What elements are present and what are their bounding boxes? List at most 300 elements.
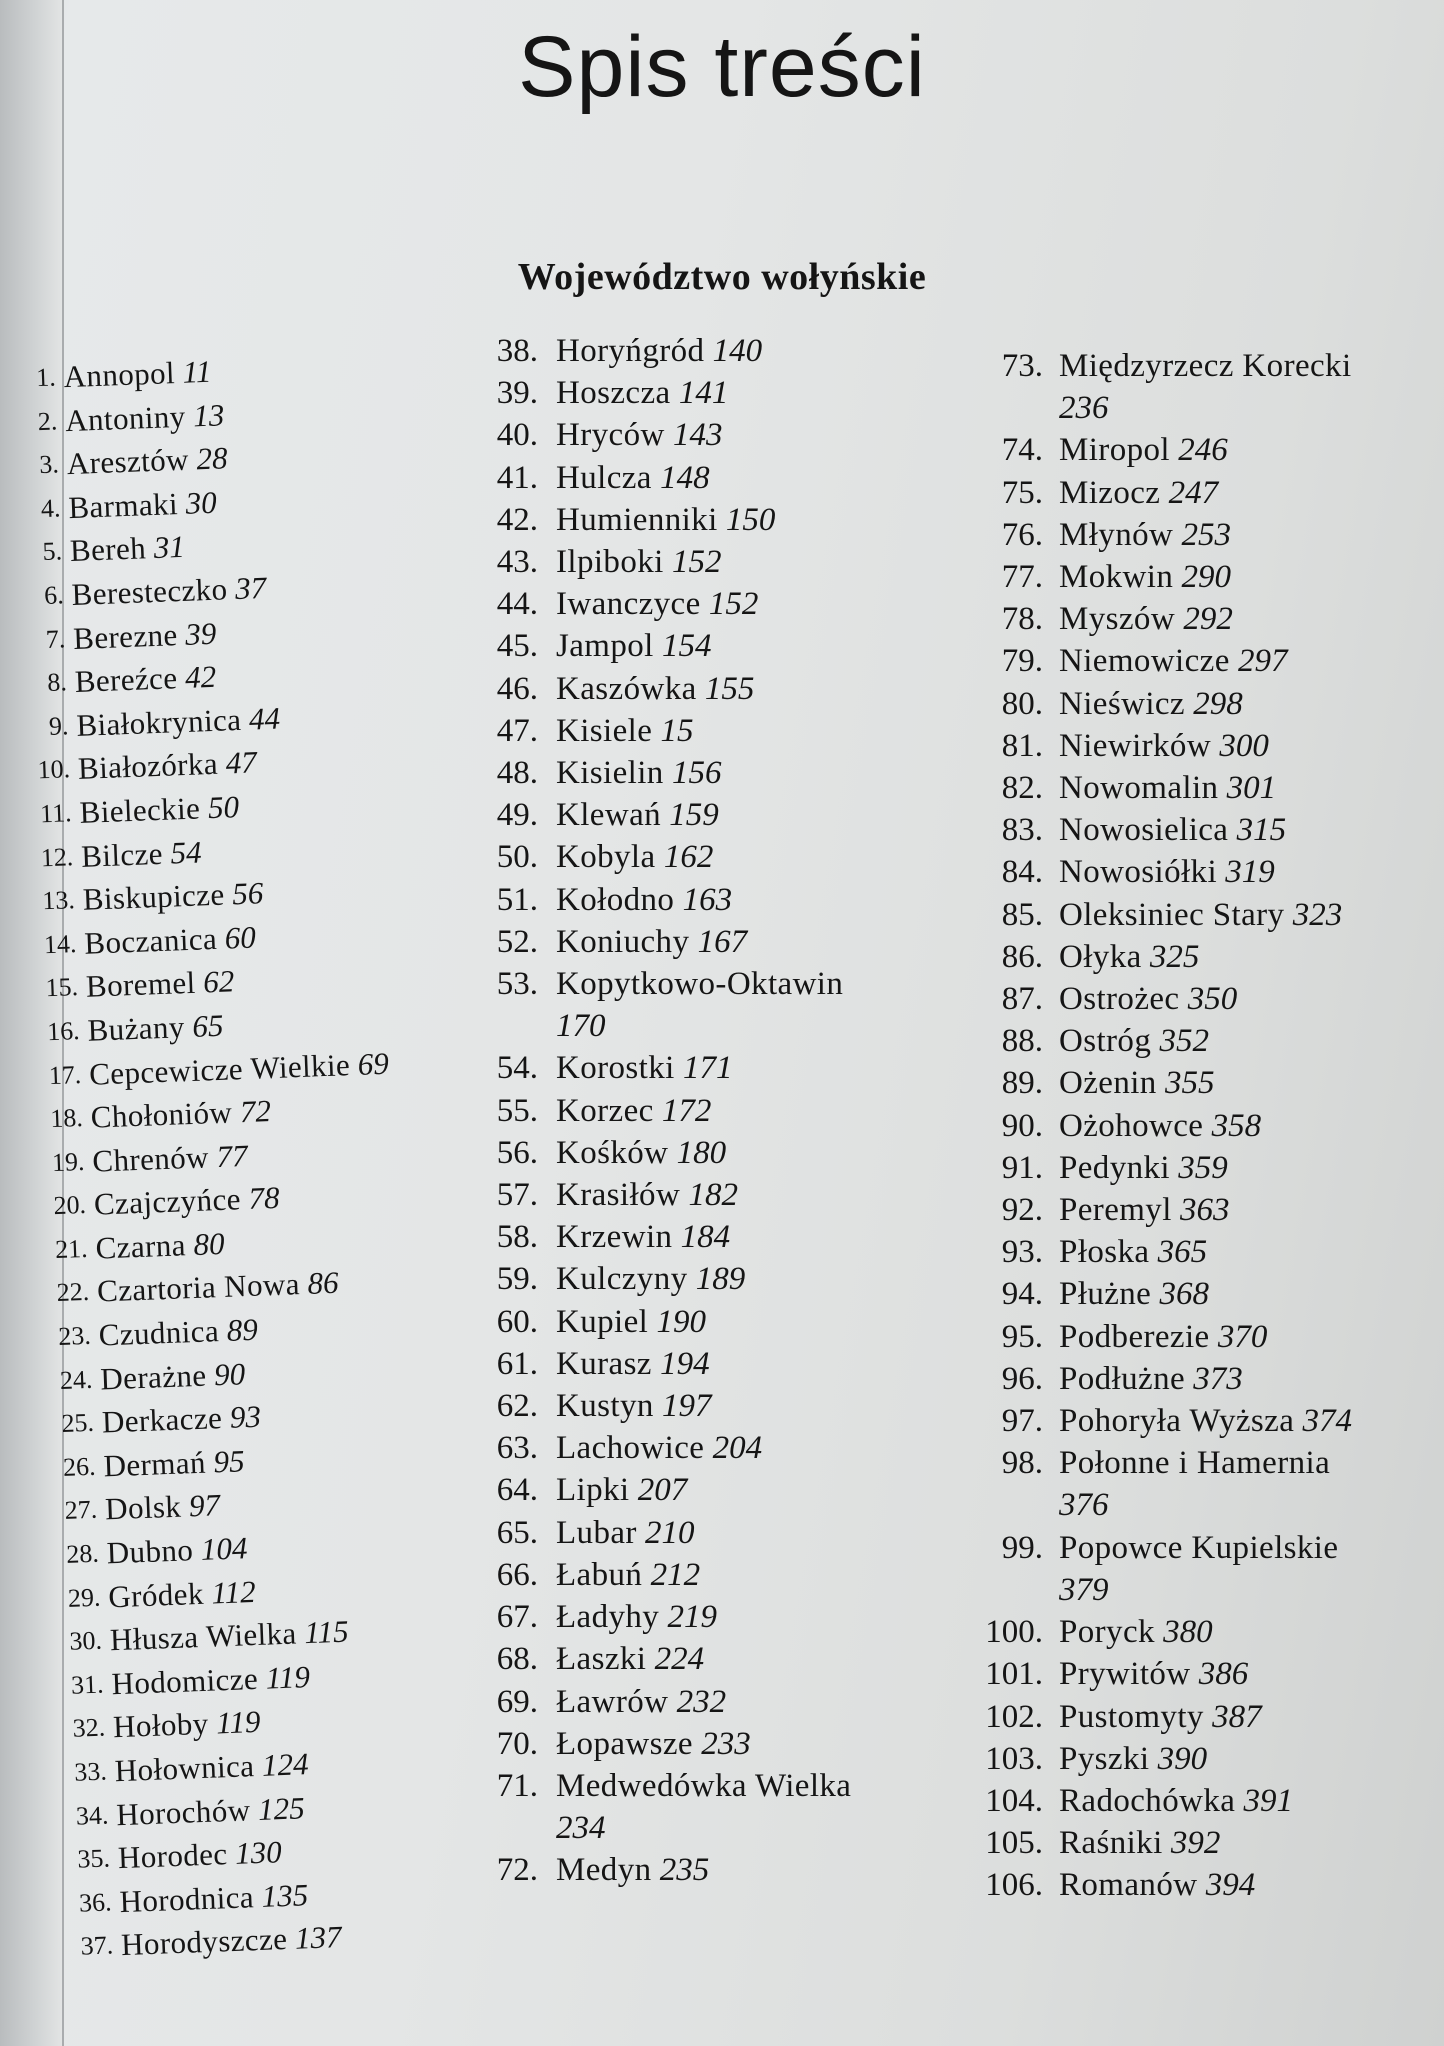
entry-text [1059, 1020, 1209, 1062]
entry-number: 54. [496, 1050, 538, 1087]
entry-text [556, 1681, 726, 1723]
entry-place-name: Chrenów [91, 1139, 210, 1179]
entry-number: 16. [46, 1015, 81, 1047]
entry-place-name: Prywitów [1059, 1656, 1191, 1693]
entry-page-number: 90 [213, 1355, 246, 1392]
entry-place-name: Cepcewicze Wielkie [88, 1046, 351, 1092]
entry-number: 61. [496, 1345, 538, 1382]
entry-text [1059, 1062, 1214, 1104]
entry-number: 34. [75, 1800, 109, 1831]
entry-text [93, 1176, 280, 1226]
entry-number: 65. [496, 1514, 538, 1551]
toc-entry [480, 1385, 950, 1427]
toc-entry [968, 978, 1368, 1020]
entry-text [556, 1469, 687, 1511]
entry-number: 77. [1001, 559, 1043, 596]
entry-text [556, 752, 721, 794]
toc-entry [480, 583, 950, 625]
entry-place-name: Niemowicze [1059, 643, 1230, 680]
entry-page-number: 140 [712, 333, 763, 369]
entry-number: 80. [1001, 685, 1043, 722]
entry-number: 97. [1001, 1403, 1043, 1440]
entry-text [556, 1174, 738, 1216]
toc-entry [480, 1638, 950, 1680]
entry-place-name: Białokrynica [75, 701, 242, 743]
entry-text [556, 879, 732, 921]
toc-entry [480, 1301, 950, 1343]
entry-place-name: Koniuchy [556, 923, 690, 960]
entry-text [556, 710, 694, 752]
entry-page-number: 124 [261, 1746, 310, 1783]
entry-text [66, 436, 228, 485]
entry-place-name: Horyńgród [556, 333, 705, 369]
entry-place-name: Kośków [556, 1134, 669, 1171]
toc-entry [968, 851, 1368, 893]
entry-page-number: 234 [556, 1810, 606, 1847]
entry-number: 44. [496, 586, 538, 623]
toc-entry [480, 1554, 950, 1596]
entry-number: 41. [496, 459, 538, 496]
entry-text [111, 1655, 311, 1706]
entry-page-number: 56 [231, 875, 264, 912]
entry-number: 40. [496, 417, 538, 454]
entry-place-name: Hryców [556, 417, 665, 454]
entry-page-number: 253 [1181, 516, 1231, 553]
entry-number: 82. [1001, 770, 1043, 807]
entry-number: 24. [59, 1364, 93, 1395]
toc-entry [968, 1105, 1368, 1147]
entry-place-name: Pustomyty [1059, 1698, 1204, 1735]
entry-page-number: 141 [678, 375, 729, 412]
entry-text [63, 350, 212, 399]
entry-text [556, 499, 775, 541]
entry-text [556, 1047, 732, 1089]
entry-number: 72. [496, 1852, 538, 1889]
entry-page-number: 219 [667, 1599, 717, 1636]
entry-place-name: Biskupicze [82, 876, 226, 917]
entry-page-number: 37 [234, 569, 267, 606]
entry-number: 60. [496, 1303, 538, 1340]
entry-place-name: Humienniki [556, 501, 718, 538]
entry-page-number: 236 [1059, 390, 1109, 427]
entry-place-name: Kupiel [556, 1303, 649, 1340]
entry-text [556, 414, 722, 456]
entry-number: 102. [985, 1698, 1043, 1735]
entry-place-name: Dermań [102, 1444, 207, 1484]
entry-page-number: 172 [661, 1092, 712, 1129]
entry-place-name: Nieświcz [1059, 685, 1185, 722]
entry-page-number: 235 [659, 1852, 710, 1889]
entry-place-name: Nowosiółki [1059, 854, 1218, 891]
entry-page-number: 152 [671, 544, 722, 581]
entry-page-number: 204 [712, 1430, 763, 1467]
toc-entry [480, 836, 950, 878]
toc-entry [480, 1596, 950, 1638]
entry-number: 101. [985, 1656, 1043, 1693]
entry-page-number: 182 [688, 1177, 738, 1214]
entry-page-number: 370 [1217, 1318, 1268, 1355]
entry-page-number: 325 [1149, 938, 1200, 975]
entry-text [72, 611, 217, 660]
entry-text [1059, 767, 1276, 809]
entry-text [1059, 514, 1231, 556]
entry-text [1059, 725, 1269, 767]
entry-text [1059, 1822, 1220, 1864]
entry-place-name: Raśniki [1059, 1825, 1163, 1862]
entry-page-number: 207 [637, 1472, 688, 1509]
entry-place-name: Ożenin [1059, 1065, 1157, 1102]
entry-place-name: Ożohowce [1059, 1107, 1204, 1144]
toc-entry [968, 1189, 1368, 1231]
entry-page-number: 156 [671, 755, 722, 792]
entry-number: 3. [38, 449, 60, 480]
entry-number: 76. [1001, 516, 1043, 553]
entry-place-name: Myszów [1059, 601, 1176, 638]
entry-page-number: 190 [656, 1303, 706, 1340]
toc-entry [480, 414, 950, 456]
toc-entry [480, 794, 950, 836]
toc-entry [968, 1653, 1368, 1695]
entry-text [84, 915, 257, 965]
entry-text [1059, 1189, 1230, 1231]
entry-text [556, 921, 747, 963]
entry-text [556, 1343, 710, 1385]
entry-number: 7. [45, 623, 66, 654]
toc-entry [480, 541, 950, 583]
entry-place-name: Gródek [107, 1575, 205, 1614]
entry-number: 79. [1001, 643, 1043, 680]
entry-text [1059, 1105, 1261, 1147]
entry-number: 71. [496, 1767, 538, 1804]
entry-text [1059, 1696, 1262, 1738]
entry-place-name: Boremel [85, 965, 197, 1005]
entry-page-number: 137 [294, 1919, 343, 1957]
toc-entry [480, 457, 950, 499]
entry-page-number: 194 [660, 1345, 710, 1382]
entry-place-name: Łabuń [556, 1556, 643, 1593]
toc-entry [480, 1090, 950, 1132]
entry-place-name: Kulczyny [556, 1261, 688, 1298]
entry-text [1059, 683, 1243, 725]
entry-text [1059, 1316, 1267, 1358]
entry-page-number: 374 [1302, 1403, 1353, 1440]
entry-place-name: Kisiele [556, 712, 653, 749]
entry-page-number: 359 [1178, 1149, 1228, 1186]
entry-place-name: Kołodno [556, 881, 675, 918]
entry-place-name: Korostki [556, 1050, 675, 1087]
toc-entry [480, 879, 950, 921]
entry-number: 70. [496, 1725, 538, 1762]
entry-number: 48. [496, 755, 538, 792]
entry-page-number: 119 [215, 1704, 262, 1741]
entry-page-number: 355 [1164, 1065, 1215, 1102]
toc-column-2 [480, 330, 950, 1892]
section-heading: Województwo wołyńskie [517, 256, 927, 298]
entry-text [92, 1134, 249, 1183]
toc-entry [480, 1469, 950, 1511]
toc-entry [968, 725, 1368, 767]
entry-place-name: Dolsk [104, 1489, 182, 1527]
entry-text [556, 1512, 695, 1554]
entry-place-name: Bilcze [80, 835, 164, 874]
entry-place-name: Popowce Kupielskie [1059, 1529, 1339, 1566]
entry-text [109, 1610, 349, 1662]
toc-entry [968, 1316, 1368, 1358]
entry-page-number: 86 [306, 1265, 340, 1302]
entry-text [556, 794, 719, 836]
entry-text [556, 541, 721, 583]
entry-text [79, 785, 240, 834]
entry-place-name: Bieleckie [78, 790, 201, 830]
entry-page-number: 143 [672, 417, 723, 454]
toc-entry [968, 1358, 1368, 1400]
entry-page-number: 184 [680, 1219, 731, 1256]
entry-page-number: 170 [556, 1008, 606, 1045]
entry-page-number: 159 [669, 797, 719, 834]
toc-entry [480, 330, 950, 372]
entry-page-number: 65 [191, 1007, 225, 1044]
toc-entry [480, 1132, 950, 1174]
entry-place-name: Radochówka [1059, 1782, 1236, 1819]
entry-place-name: Poryck [1059, 1614, 1155, 1651]
entry-text [556, 1596, 717, 1638]
entry-text [556, 1638, 704, 1680]
toc-entry [968, 1020, 1368, 1062]
entry-page-number: 47 [225, 744, 258, 781]
entry-number: 98. [1001, 1445, 1043, 1482]
entry-place-name: Łaszki [556, 1641, 647, 1678]
entry-number: 12. [40, 841, 74, 872]
entry-number: 85. [1001, 896, 1043, 933]
entry-number: 22. [56, 1277, 90, 1308]
toc-entry [480, 963, 950, 1047]
toc-entry [968, 1696, 1368, 1738]
entry-place-name: Romanów [1059, 1867, 1198, 1904]
entry-text [104, 1484, 220, 1532]
entry-text [76, 696, 281, 747]
entry-place-name: Annopol [63, 355, 176, 395]
entry-place-name: Jampol [556, 628, 654, 665]
entry-page-number: 152 [708, 586, 759, 623]
entry-page-number: 210 [645, 1514, 695, 1551]
entry-page-number: 315 [1236, 812, 1287, 849]
entry-number: 87. [1001, 981, 1043, 1018]
entry-page-number: 44 [248, 700, 281, 737]
entry-place-name: Horodec [117, 1836, 229, 1876]
entry-place-name: Czartoria Nowa [96, 1266, 301, 1310]
entry-page-number: 93 [229, 1398, 262, 1436]
entry-place-name: Iwanczyce [556, 586, 701, 623]
entry-place-name: Bereh [69, 530, 147, 569]
entry-text [71, 566, 267, 617]
entry-number: 89. [1001, 1065, 1043, 1102]
entry-number: 51. [496, 881, 538, 918]
entry-number: 35. [76, 1843, 111, 1874]
entry-page-number: 387 [1212, 1698, 1262, 1735]
entry-page-number: 301 [1226, 770, 1277, 807]
entry-page-number: 376 [1059, 1487, 1109, 1524]
entry-text [1059, 640, 1288, 682]
entry-text [1059, 1611, 1213, 1653]
entry-page-number: 50 [207, 788, 240, 826]
entry-place-name: Miropol [1059, 432, 1170, 469]
entry-text [1059, 1527, 1338, 1611]
entry-number: 8. [46, 667, 68, 698]
entry-page-number: 13 [192, 396, 225, 434]
entry-page-number: 119 [265, 1658, 311, 1696]
entry-number: 43. [496, 544, 538, 581]
entry-number: 100. [985, 1614, 1043, 1651]
entry-place-name: Czarna [94, 1227, 187, 1266]
toc-entry [480, 1174, 950, 1216]
entry-number: 67. [496, 1599, 538, 1636]
entry-number: 63. [496, 1430, 538, 1467]
entry-place-name: Medwedówka Wielka [556, 1767, 852, 1804]
entry-place-name: Korzec [556, 1092, 654, 1129]
entry-text [120, 1915, 342, 1967]
entry-place-name: Kobyla [556, 839, 656, 876]
entry-place-name: Ostrożec [1059, 981, 1180, 1018]
entry-page-number: 125 [257, 1789, 306, 1827]
entry-place-name: Łopawsze [556, 1725, 693, 1762]
entry-place-name: Aresztów [66, 441, 190, 482]
entry-text [556, 1258, 745, 1300]
entry-page-number: 368 [1159, 1276, 1209, 1313]
entry-page-number: 298 [1193, 685, 1243, 722]
entry-place-name: Podłużne [1059, 1360, 1186, 1397]
toc-entry [968, 683, 1368, 725]
entry-number: 106. [985, 1867, 1043, 1904]
entry-text [1059, 851, 1275, 893]
toc-entry [968, 1822, 1368, 1864]
entry-place-name: Podberezie [1059, 1318, 1210, 1355]
entry-place-name: Ostróg [1059, 1023, 1152, 1060]
toc-entry [968, 1611, 1368, 1653]
toc-entry [968, 1864, 1368, 1906]
entry-number: 28. [65, 1538, 100, 1569]
entry-page-number: 30 [185, 484, 218, 521]
entry-number: 59. [496, 1261, 538, 1298]
entry-place-name: Lachowice [556, 1430, 705, 1467]
entry-text [556, 1385, 712, 1427]
entry-number: 73. [1001, 348, 1043, 384]
entry-text [556, 457, 710, 499]
entry-number: 68. [496, 1641, 538, 1678]
entry-page-number: 247 [1168, 474, 1219, 511]
entry-number: 47. [496, 712, 538, 749]
entry-text [68, 480, 218, 529]
entry-place-name: Połonne i Hamernia [1059, 1445, 1331, 1482]
entry-number: 103. [985, 1740, 1043, 1777]
entry-number: 30. [68, 1625, 103, 1657]
entry-text [1059, 1358, 1243, 1400]
entry-number: 75. [1001, 474, 1043, 511]
toc-entry [480, 1849, 950, 1891]
entry-page-number: 246 [1178, 432, 1228, 469]
entry-text [556, 1723, 751, 1765]
entry-text [85, 960, 235, 1009]
entry-text [1059, 1653, 1248, 1695]
entry-number: 19. [51, 1146, 85, 1177]
entry-number: 2. [37, 406, 58, 436]
entry-page-number: 380 [1163, 1614, 1213, 1651]
toc-column-1 [11, 342, 490, 1969]
entry-number: 64. [496, 1472, 538, 1509]
entry-page-number: 11 [181, 353, 212, 390]
entry-text [108, 1570, 257, 1619]
entry-place-name: Pyszki [1059, 1740, 1150, 1777]
toc-entry [968, 472, 1368, 514]
entry-number: 6. [43, 580, 65, 610]
entry-place-name: Barmaki [67, 485, 179, 525]
entry-place-name: Horodyszcze [120, 1921, 288, 1963]
entry-number: 66. [496, 1556, 538, 1593]
entry-text [100, 1352, 246, 1401]
toc-entry [968, 1527, 1368, 1611]
toc-entry [480, 1765, 950, 1849]
toc-column-3 [968, 345, 1368, 1907]
entry-page-number: 171 [682, 1050, 733, 1087]
entry-page-number: 15 [660, 712, 694, 749]
entry-place-name: Czudnica [98, 1313, 220, 1353]
entry-page-number: 150 [725, 501, 776, 538]
entry-page-number: 112 [210, 1573, 257, 1611]
entry-place-name: Mokwin [1059, 559, 1174, 596]
entry-number: 5. [42, 536, 63, 567]
entry-place-name: Kaszówka [556, 670, 697, 707]
entry-place-name: Lubar [556, 1514, 637, 1551]
toc-entry [480, 499, 950, 541]
entry-number: 53. [496, 966, 538, 1003]
entry-number: 104. [985, 1782, 1043, 1819]
entry-page-number: 163 [682, 881, 733, 918]
entry-number: 94. [1001, 1276, 1043, 1313]
entry-page-number: 232 [676, 1683, 727, 1720]
entry-page-number: 78 [247, 1180, 281, 1217]
entry-number: 31. [70, 1669, 105, 1700]
toc-entry [968, 598, 1368, 640]
entry-place-name: Kopytkowo-Oktawin [556, 966, 844, 1003]
entry-text [556, 1301, 706, 1343]
toc-entry [480, 1681, 950, 1723]
entry-page-number: 42 [184, 658, 217, 696]
entry-text [87, 1004, 224, 1053]
entry-text [1059, 1273, 1209, 1315]
entry-page-number: 390 [1157, 1740, 1208, 1777]
entry-text [112, 1700, 261, 1749]
entry-number: 55. [496, 1092, 538, 1129]
entry-page-number: 130 [234, 1834, 283, 1872]
entry-place-name: Medyn [556, 1852, 652, 1889]
entry-text [103, 1439, 246, 1488]
entry-text [556, 1132, 726, 1174]
entry-page-number: 292 [1183, 601, 1233, 638]
entry-number: 17. [48, 1059, 82, 1090]
toc-entry [968, 1273, 1368, 1315]
entry-text [90, 1089, 272, 1139]
toc-entry [480, 668, 950, 710]
entry-place-name: Beresteczko [70, 571, 229, 612]
toc-entry [968, 556, 1368, 598]
entry-text [556, 1849, 709, 1891]
entry-number: 95. [1001, 1318, 1043, 1355]
entry-number: 18. [49, 1103, 84, 1134]
entry-page-number: 115 [303, 1613, 350, 1651]
entry-text [1059, 1442, 1330, 1526]
entry-number: 93. [1001, 1234, 1043, 1271]
entry-text [80, 830, 202, 878]
entry-page-number: 62 [202, 963, 235, 1000]
